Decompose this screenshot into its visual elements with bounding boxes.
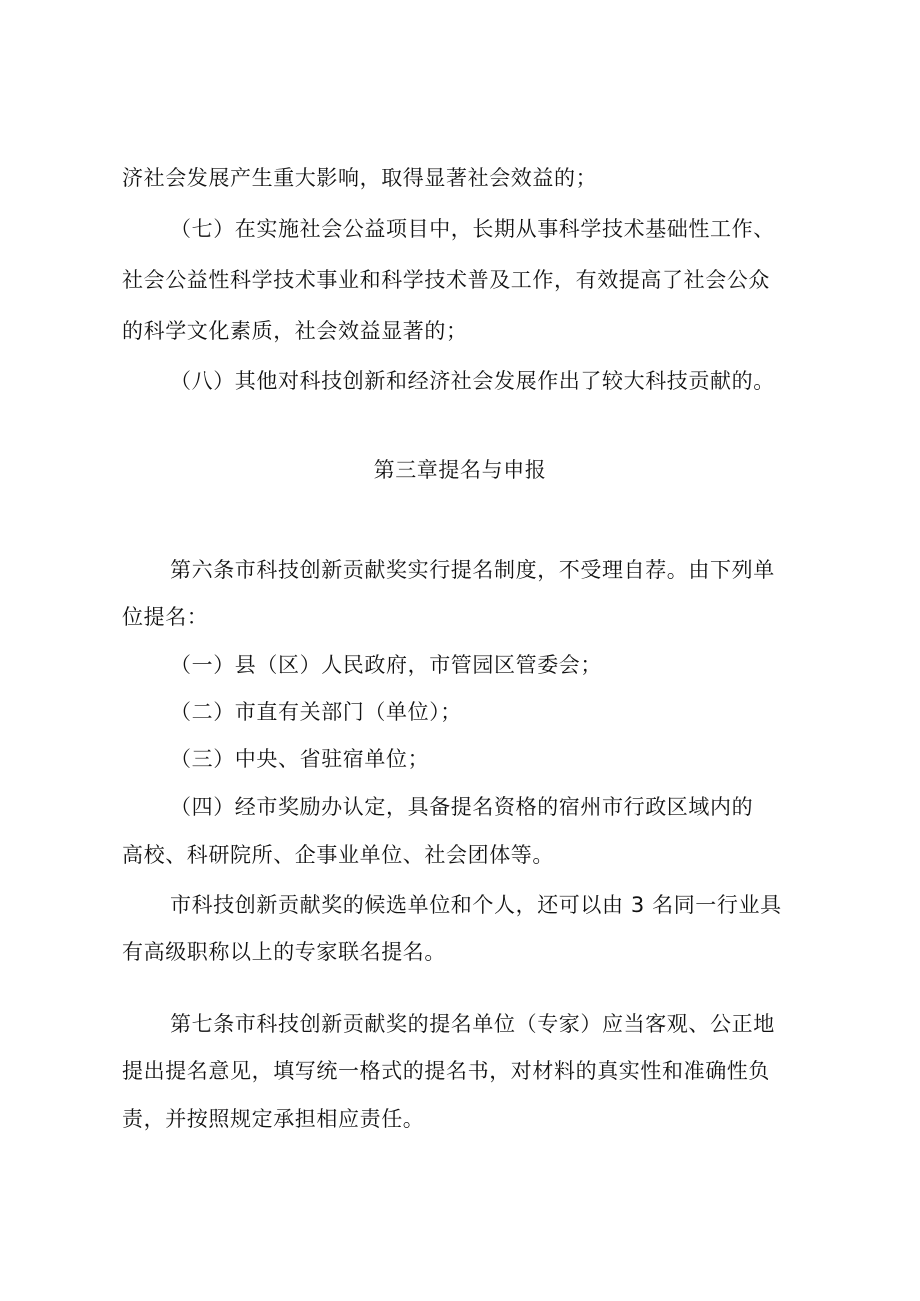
paragraph-line: 市科技创新贡献奖的候选单位和个人，还可以由 3 名同一行业具 [170, 893, 782, 917]
paragraph-line: 济社会发展产生重大影响，取得显著社会效益的； [122, 166, 598, 190]
paragraph-line: 提出提名意见，填写统一格式的提名书，对材料的真实性和准确性负 [122, 1059, 770, 1083]
paragraph-line: 第七条市科技创新贡献奖的提名单位（专家）应当客观、公正地 [170, 1012, 775, 1036]
paragraph-line: （八）其他对科技创新和经济社会发展作出了较大科技贡献的。 [170, 369, 775, 393]
paragraph-line: 社会公益性科学技术事业和科学技术普及工作，有效提高了社会公众 [122, 268, 770, 292]
paragraph-line: （四）经市奖励办认定，具备提名资格的宿州市行政区域内的 [170, 795, 754, 819]
paragraph-line: 的科学文化素质，社会效益显著的； [122, 319, 468, 343]
paragraph-line: 位提名： [122, 605, 209, 629]
chapter-heading: 第三章提名与申报 [373, 458, 547, 482]
paragraph-line: 责，并按照规定承担相应责任。 [122, 1107, 425, 1131]
paragraph-line: （一）县（区）人民政府，市管园区管委会； [170, 653, 602, 677]
paragraph-line: 高校、科研院所、企事业单位、社会团体等。 [122, 843, 554, 867]
paragraph-line: （七）在实施社会公益项目中，长期从事科学技术基础性工作、 [170, 217, 775, 241]
paragraph-line: 有高级职称以上的专家联名提名。 [122, 940, 446, 964]
paragraph-line: 第六条市科技创新贡献奖实行提名制度，不受理自荐。由下列单 [170, 558, 775, 582]
paragraph-line: （三）中央、省驻宿单位； [170, 747, 430, 771]
paragraph-line: （二）市直有关部门（单位）； [170, 700, 462, 724]
